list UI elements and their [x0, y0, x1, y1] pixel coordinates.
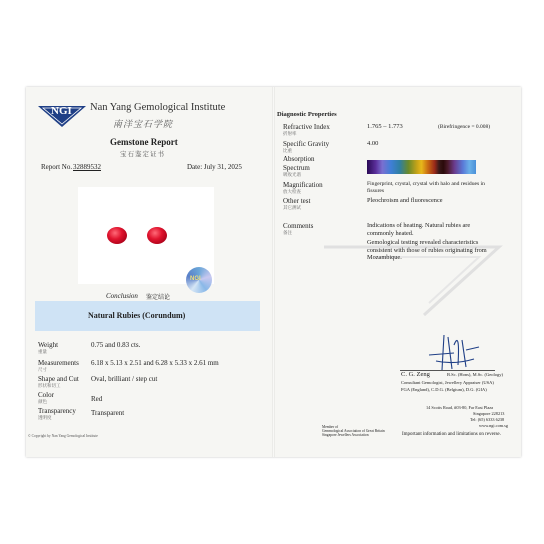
- shape-cut-label: Shape and Cut: [38, 375, 79, 383]
- signatory-title: Consultant Gemologist, Jewellery Appraiser (USA): [401, 380, 494, 385]
- membership-line-1: Member of: [322, 425, 339, 429]
- report-title-chinese: 宝石鉴定证书: [120, 151, 165, 158]
- magnification-label-chinese: 放大检查: [283, 189, 301, 194]
- important-note: Important information and limitations on reverse.: [402, 432, 501, 437]
- ngi-logo-text: NGI: [51, 105, 72, 117]
- comments-origin: Gemological testing revealed characteristics consistent with those of rubies originating from Mozambique.: [367, 239, 487, 261]
- signatory-qualifications: FGA (England), C.D.G. (Belgium), D.G. (GIA): [401, 387, 487, 392]
- measurements-value: 6.18 x 5.13 x 2.51 and 6.28 x 5.33 x 2.61 mm: [91, 359, 219, 367]
- absorption-label-chinese: 吸收光谱: [283, 172, 301, 177]
- weight-label: Weight: [38, 341, 59, 349]
- refractive-index-value: 1.765 – 1.773: [367, 123, 403, 130]
- transparency-label: Transparency: [38, 407, 76, 415]
- absorption-spectrum-bar: [367, 160, 476, 174]
- copyright-notice: © Copyright by Nan Yang Gemological Institute: [28, 434, 98, 438]
- refractive-index-label: Refractive Index: [283, 123, 330, 131]
- shape-cut-value: Oval, brilliant / step cut: [91, 375, 158, 383]
- report-date: Date: July 31, 2025: [187, 163, 242, 171]
- transparency-value: Transparent: [91, 409, 125, 417]
- comments-label-chinese: 备注: [283, 230, 292, 235]
- other-test-label: Other test: [283, 197, 311, 205]
- comments-heating: Indications of heating. Natural rubies are commonly heated.: [367, 222, 471, 237]
- address-line-2: Singapore 228213: [473, 411, 505, 416]
- conclusion-label: Conclusion: [106, 292, 138, 300]
- measurements-label-chinese: 尺寸: [38, 367, 47, 372]
- address-phone: Tel: (65) 6333 6238: [470, 417, 505, 422]
- specific-gravity-label: Specific Gravity: [283, 140, 330, 148]
- membership-line-2: Gemmological Association of Great Britain: [322, 429, 385, 433]
- hologram-seal-text: NGI: [190, 276, 201, 282]
- conclusion-label-chinese: 鉴定结论: [146, 295, 171, 301]
- spectrum-label: Spectrum: [283, 164, 310, 172]
- transparency-label-chinese: 透明度: [38, 415, 52, 420]
- certificate-right-page: [274, 87, 521, 457]
- refractive-index-label-chinese: 折射率: [283, 131, 297, 136]
- weight-value: 0.75 and 0.83 cts.: [91, 341, 141, 349]
- specific-gravity-label-chinese: 比重: [283, 148, 292, 153]
- institute-name: Nan Yang Gemological Institute: [90, 102, 226, 113]
- conclusion-result: Natural Rubies (Corundum): [88, 311, 186, 320]
- comments-label: Comments: [283, 222, 314, 230]
- gemstone-report-certificate: [26, 87, 521, 457]
- other-test-value: Pleochroism and fluorescence: [367, 197, 443, 204]
- specific-gravity-value: 4.00: [367, 140, 379, 147]
- address-website: www.ngi.com.sg: [479, 423, 508, 428]
- ruby-gemstone-1: [107, 227, 127, 244]
- measurements-label: Measurements: [38, 359, 79, 367]
- ruby-gemstone-2: [147, 227, 167, 244]
- shape-cut-label-chinese: 形状和切工: [38, 383, 61, 388]
- absorption-label: Absorption: [283, 155, 315, 163]
- weight-label-chinese: 重量: [38, 349, 47, 354]
- address-line-1: 14 Scotts Road, #03-80, Far East Plaza: [426, 405, 494, 410]
- certificate-left-page: [26, 87, 273, 457]
- membership-line-3: Singapore Jewellers Association: [322, 433, 369, 437]
- magnification-label: Magnification: [283, 181, 323, 189]
- signatory-credentials: B.Sc. (Hons), M.Sc. (Geology): [447, 372, 503, 377]
- color-value: Red: [91, 395, 103, 403]
- institute-name-chinese: 南洋宝石学院: [113, 119, 174, 129]
- report-number: 32889532: [73, 163, 101, 171]
- color-label-chinese: 颜色: [38, 399, 47, 404]
- hologram-seal: [186, 267, 212, 293]
- diagnostic-properties-title: Diagnostic Properties: [277, 111, 337, 118]
- signature-image: [424, 325, 484, 375]
- birefringence-value: (Birefringence = 0.008): [438, 124, 491, 130]
- report-title: Gemstone Report: [110, 137, 178, 147]
- color-label: Color: [38, 391, 54, 399]
- report-number-label: Report No.: [41, 163, 73, 171]
- other-test-label-chinese: 其它测试: [283, 205, 301, 210]
- signatory-name: C. G. Zeng: [401, 371, 430, 378]
- magnification-value: Fingerprint, crystal, crystal with halo and residues in fissures: [367, 181, 485, 194]
